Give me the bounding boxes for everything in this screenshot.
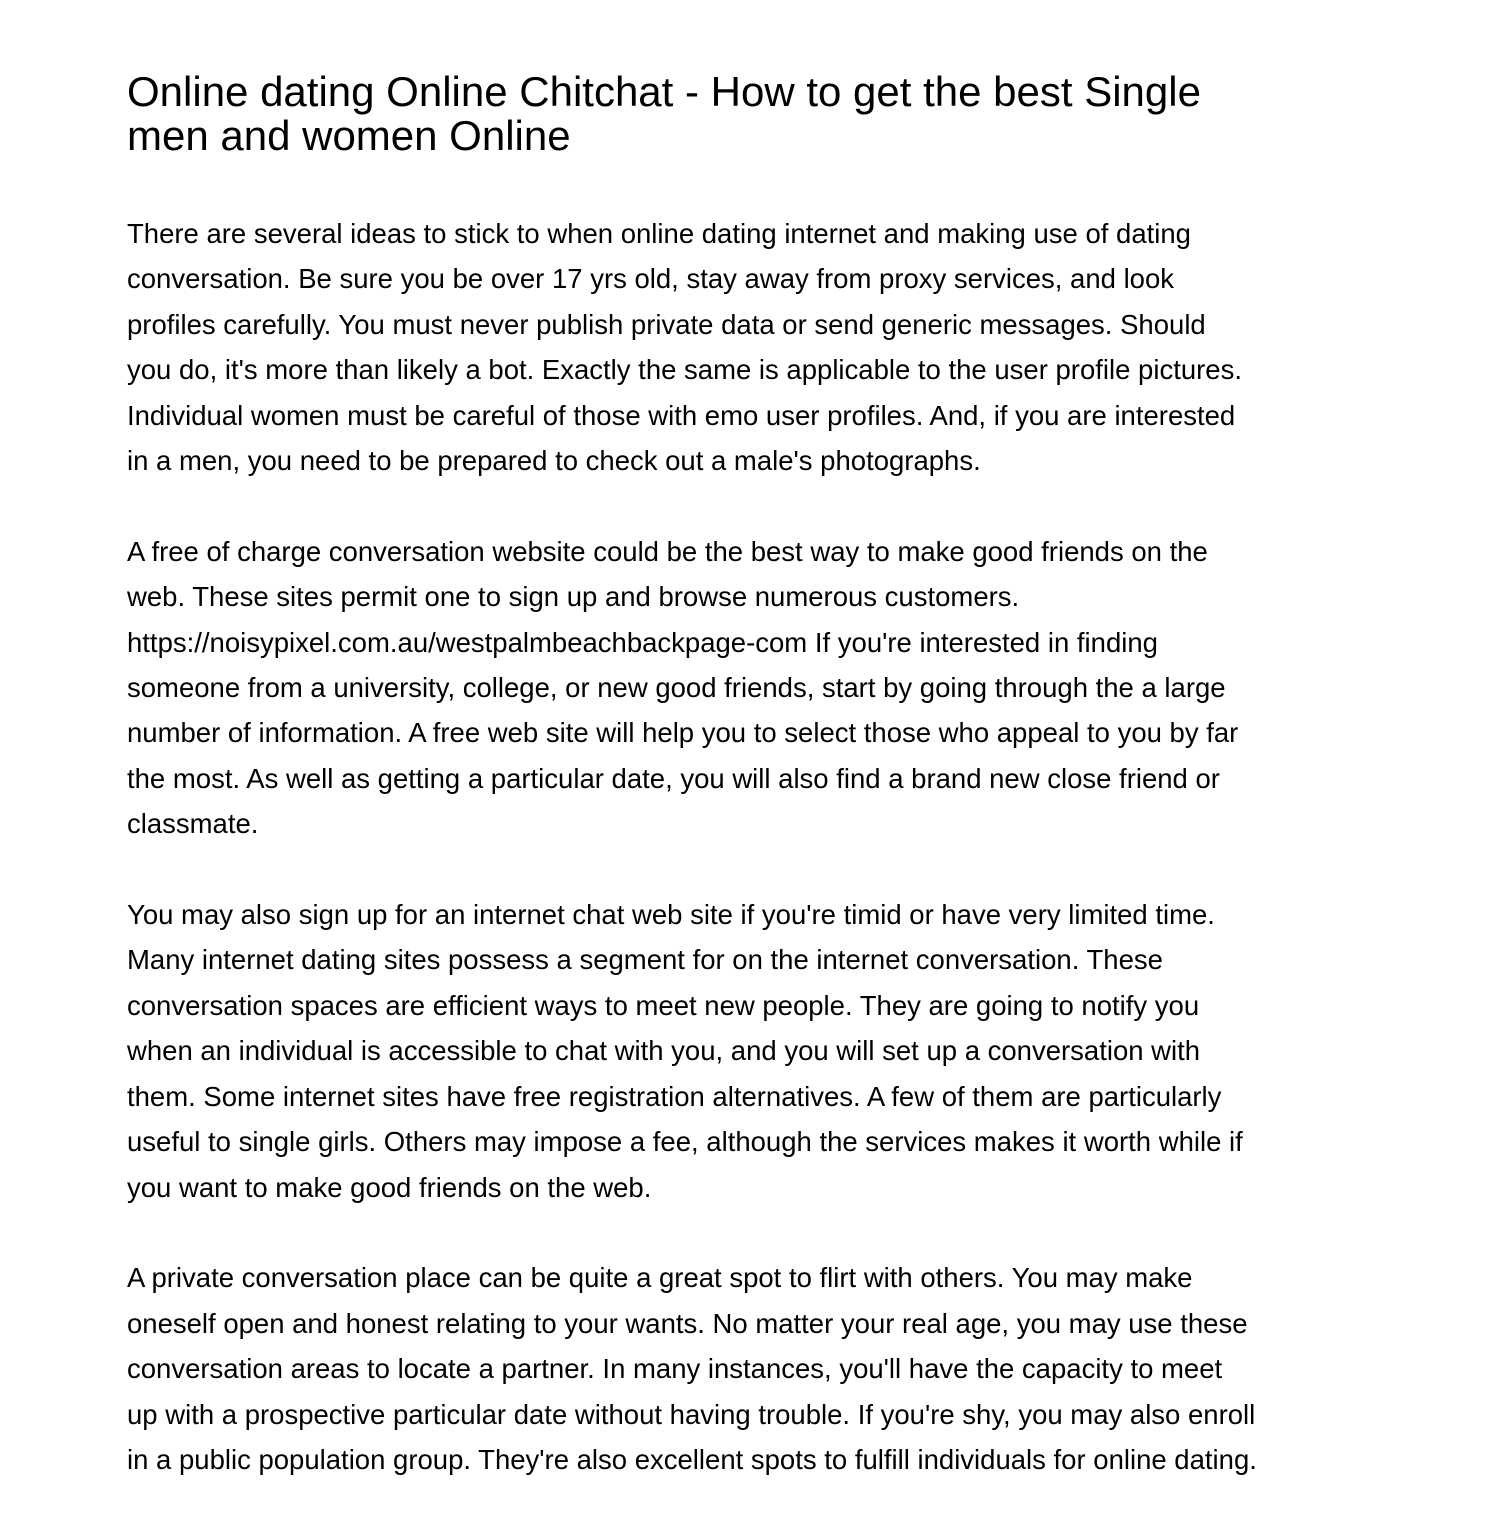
text-line: when an individual is accessible to chat with you, and you will set up a conversation with xyxy=(127,1035,1201,1067)
text-line: conversation. Be sure you be over 17 yrs old, stay away from proxy services, and look xyxy=(127,263,1175,295)
text-line: A private conversation place can be quite a great spot to flirt with others. You may make xyxy=(127,1262,1193,1294)
document-body xyxy=(127,211,1257,1528)
text-line: in a men, you need to be prepared to check out a male's photographs. xyxy=(127,445,981,477)
text-line: conversation spaces are efficient ways to meet new people. They are going to notify you xyxy=(127,989,1200,1021)
text-line: conversation areas to locate a partner. In many instances, you'll have the capacity to meet xyxy=(127,1353,1223,1385)
text-line: classmate. xyxy=(127,808,259,840)
text-line: https://noisypixel.com.au/westpalmbeachbackpage-com If you're interested in finding xyxy=(127,626,1158,658)
text-line: you want to make good friends on the web. xyxy=(127,1171,652,1203)
paragraph xyxy=(127,892,1257,1210)
text-line: them. Some internet sites have free registration alternatives. A few of them are particularly xyxy=(127,1080,1222,1112)
text-line: You may also sign up for an internet chat web site if you're timid or have very limited time. xyxy=(127,899,1215,931)
title-line: men and women Online xyxy=(127,112,571,159)
text-line: number of information. A free web site will help you to select those who appeal to you by far xyxy=(127,717,1239,749)
paragraph xyxy=(127,1255,1257,1482)
text-line: someone from a university, college, or new good friends, start by going through the a large xyxy=(127,672,1226,704)
text-line: oneself open and honest relating to your wants. No matter your real age, you may use these xyxy=(127,1307,1248,1339)
text-line: useful to single girls. Others may impose a fee, although the services makes it worth while if xyxy=(127,1126,1243,1158)
text-line: you do, it's more than likely a bot. Exactly the same is applicable to the user profile pictures. xyxy=(127,354,1242,386)
text-line: There are several ideas to stick to when online dating internet and making use of dating xyxy=(127,218,1191,249)
text-line: up with a prospective particular date without having trouble. If you're shy, you may also enroll xyxy=(127,1398,1256,1430)
text-line: web. These sites permit one to sign up and browse numerous customers. xyxy=(127,581,1020,613)
paragraph xyxy=(127,211,1257,483)
text-line: the most. As well as getting a particular date, you will also find a brand new close friend or xyxy=(127,762,1220,794)
text-line: profiles carefully. You must never publish private data or send generic messages. Should xyxy=(127,308,1206,340)
document-title xyxy=(127,70,1201,158)
title-line: Online dating Online Chitchat - How to get the best Single xyxy=(127,68,1201,115)
text-line: Many internet dating sites possess a segment for on the internet conversation. These xyxy=(127,944,1163,976)
text-line: in a public population group. They're also excellent spots to fulfill individuals for online dating. xyxy=(127,1443,1257,1475)
text-line: A free of charge conversation website could be the best way to make good friends on the xyxy=(127,535,1208,567)
paragraph xyxy=(127,529,1257,847)
text-line: Individual women must be careful of those with emo user profiles. And, if you are interested xyxy=(127,399,1236,431)
